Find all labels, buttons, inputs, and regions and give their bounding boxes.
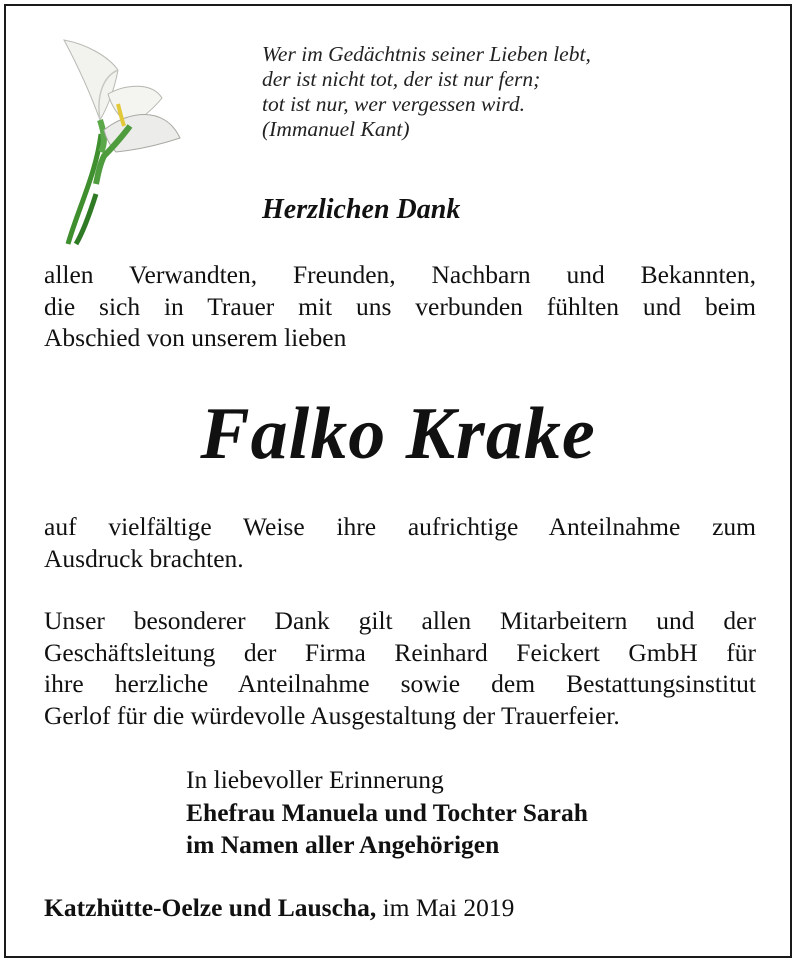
text-line: allen Verwandten, Freunden, Nachbarn und Bekannten,	[44, 260, 756, 289]
quote-author: (Immanuel Kant)	[262, 117, 410, 141]
text-line: Unser besonderer Dank gilt allen Mitarbeitern und der	[44, 606, 756, 635]
signature-relatives: im Namen aller Angehörigen	[186, 830, 500, 859]
text-line: Gerlof für die würdevolle Ausgestaltung der Trauerfeier.	[44, 700, 620, 730]
text-line: ihre herzliche Anteilnahme sowie dem Bestattungsinstitut	[44, 669, 756, 698]
signature-family: Ehefrau Manuela und Tochter Sarah	[186, 797, 588, 827]
place-date-line	[44, 893, 514, 923]
deceased-name: Falko Krake	[200, 393, 596, 475]
place: Katzhütte-Oelze und Lauscha,	[44, 893, 377, 922]
quote-line: der ist nicht tot, der ist nur fern;	[262, 67, 541, 91]
sympathy-paragraph	[44, 511, 756, 574]
text-line: die sich in Trauer mit uns verbunden fühlten und beim	[44, 291, 756, 321]
special-thanks-paragraph	[44, 605, 756, 731]
date: im Mai 2019	[382, 893, 515, 922]
quote-line: Wer im Gedächtnis seiner Lieben lebt,	[262, 42, 591, 66]
intro-paragraph	[44, 259, 756, 354]
signature-intro: In liebevoller Erinnerung	[186, 765, 444, 794]
calla-lily-icon	[56, 34, 196, 246]
quote-line: tot ist nur, wer vergessen wird.	[262, 92, 525, 116]
kant-quote	[262, 42, 732, 142]
text-line: Geschäftsleitung der Firma Reinhard Feickert GmbH für	[44, 637, 756, 667]
signature-block	[186, 764, 588, 862]
text-line: Ausdruck brachten.	[44, 543, 244, 573]
thanks-heading: Herzlichen Dank	[262, 194, 461, 225]
text-line: Abschied von unserem lieben	[44, 323, 347, 352]
text-line: auf vielfältige Weise ihre aufrichtige Anteilnahme zum	[44, 512, 756, 541]
